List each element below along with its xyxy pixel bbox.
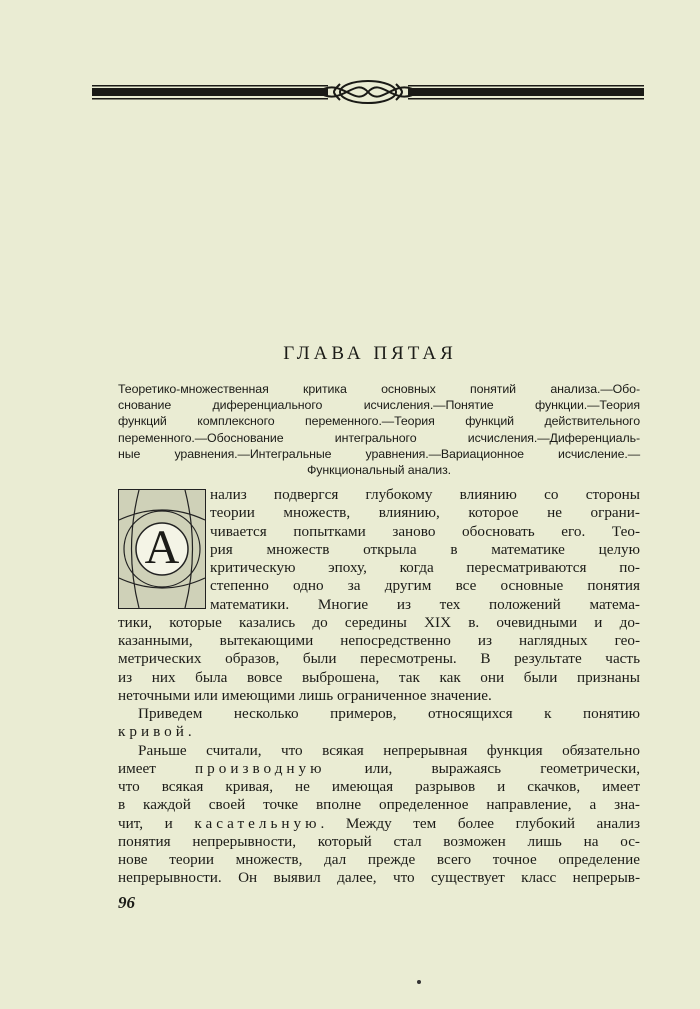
text-segment: казанными, вытекающими непосредственно из наглядных гео- xyxy=(118,632,640,649)
spaced-emphasis: производную xyxy=(195,759,326,777)
text-line xyxy=(118,815,640,833)
text-line xyxy=(118,851,640,869)
text-line xyxy=(118,869,640,887)
text-line xyxy=(118,486,640,504)
text-line xyxy=(118,796,640,814)
text-segment: Раньше считали, что всякая непрерывная функция обязательно xyxy=(138,741,640,759)
print-speck xyxy=(417,980,421,984)
page-number: 96 xyxy=(118,893,135,912)
text-segment: нализ подвергся глубокому влиянию со стороны xyxy=(210,486,640,503)
text-segment: критическую эпоху, когда пересматриваются по- xyxy=(210,559,640,576)
text-line xyxy=(118,504,640,522)
text-segment: Приведем несколько примеров, относящихся к понятию xyxy=(138,705,640,722)
text-segment: из них была вовсе выброшена, так как они были признаны xyxy=(118,668,640,686)
spaced-emphasis: касательную xyxy=(194,814,321,832)
text-segment: неточными или имеющими лишь ограниченное значение. xyxy=(118,686,492,704)
text-segment: рия множеств открыла в математике целую xyxy=(210,540,640,558)
chapter-summary xyxy=(118,381,640,478)
summary-line: снование диференциального исчисления.—Понятие функции.—Теория xyxy=(118,398,640,413)
text-segment: имеет xyxy=(118,759,196,777)
text-line xyxy=(118,705,640,723)
text-segment: или, выражаясь геометрически, xyxy=(325,759,640,777)
summary-line: функций комплексного переменного.—Теория функций действительного xyxy=(118,414,640,429)
text-line xyxy=(118,596,640,614)
text-segment: нове теории множеств, дал прежде всего точное определение xyxy=(118,851,640,868)
text-line xyxy=(118,778,640,796)
text-segment: теории множеств, влиянию, которое не ограни- xyxy=(210,504,640,522)
text-segment: что всякая кривая, не имеющая разрывов и скачков, имеет xyxy=(118,778,640,795)
text-line xyxy=(118,669,640,687)
body-text xyxy=(118,486,640,888)
chapter-ornament xyxy=(92,74,644,110)
text-segment: чит, и xyxy=(118,814,195,832)
text-segment: степенно одно за другим все основные понятия xyxy=(210,577,640,595)
text-segment: тики, которые казались до середины XIX в. очевидными и до- xyxy=(118,613,640,631)
text-line xyxy=(118,723,640,741)
text-line xyxy=(118,687,640,705)
chapter-title: ГЛАВА ПЯТАЯ xyxy=(283,343,457,364)
text-segment: математики. Многие из тех положений матема- xyxy=(210,595,640,613)
text-segment: . xyxy=(187,723,192,741)
text-line xyxy=(118,577,640,595)
summary-line: Теоретико-множественная критика основных понятий анализа.—Обо- xyxy=(118,382,640,396)
text-line xyxy=(118,614,640,632)
text-segment: непрерывности. Он выявил далее, что существует класс непрерыв- xyxy=(118,869,640,887)
text-line xyxy=(118,833,640,851)
summary-line: ные уравнения.—Интегральные уравнения.—Вариационное исчисление.— xyxy=(118,446,640,461)
spaced-emphasis: кривой xyxy=(118,723,188,741)
text-line xyxy=(118,559,640,577)
summary-line: переменного.—Обоснование интегрального исчисления.—Диференциаль- xyxy=(118,430,640,445)
text-line xyxy=(118,523,640,541)
summary-line: Функциональный анализ. xyxy=(306,463,452,478)
text-segment: метрических образов, были пересмотрены. В результате часть xyxy=(118,650,640,668)
text-segment: . Между тем более глубокий анализ xyxy=(320,814,640,832)
text-line xyxy=(118,742,640,760)
text-segment: в каждой своей точке вполне определенное направление, а зна- xyxy=(118,796,640,814)
text-line xyxy=(118,632,640,650)
drop-cap-letter: А xyxy=(144,521,180,574)
text-line xyxy=(118,760,640,778)
text-segment: понятия непрерывности, который стал возможен лишь на ос- xyxy=(118,832,640,850)
text-line xyxy=(118,650,640,668)
text-line xyxy=(118,541,640,559)
text-segment: чивается попытками заново обосновать его. Тео- xyxy=(210,522,640,540)
